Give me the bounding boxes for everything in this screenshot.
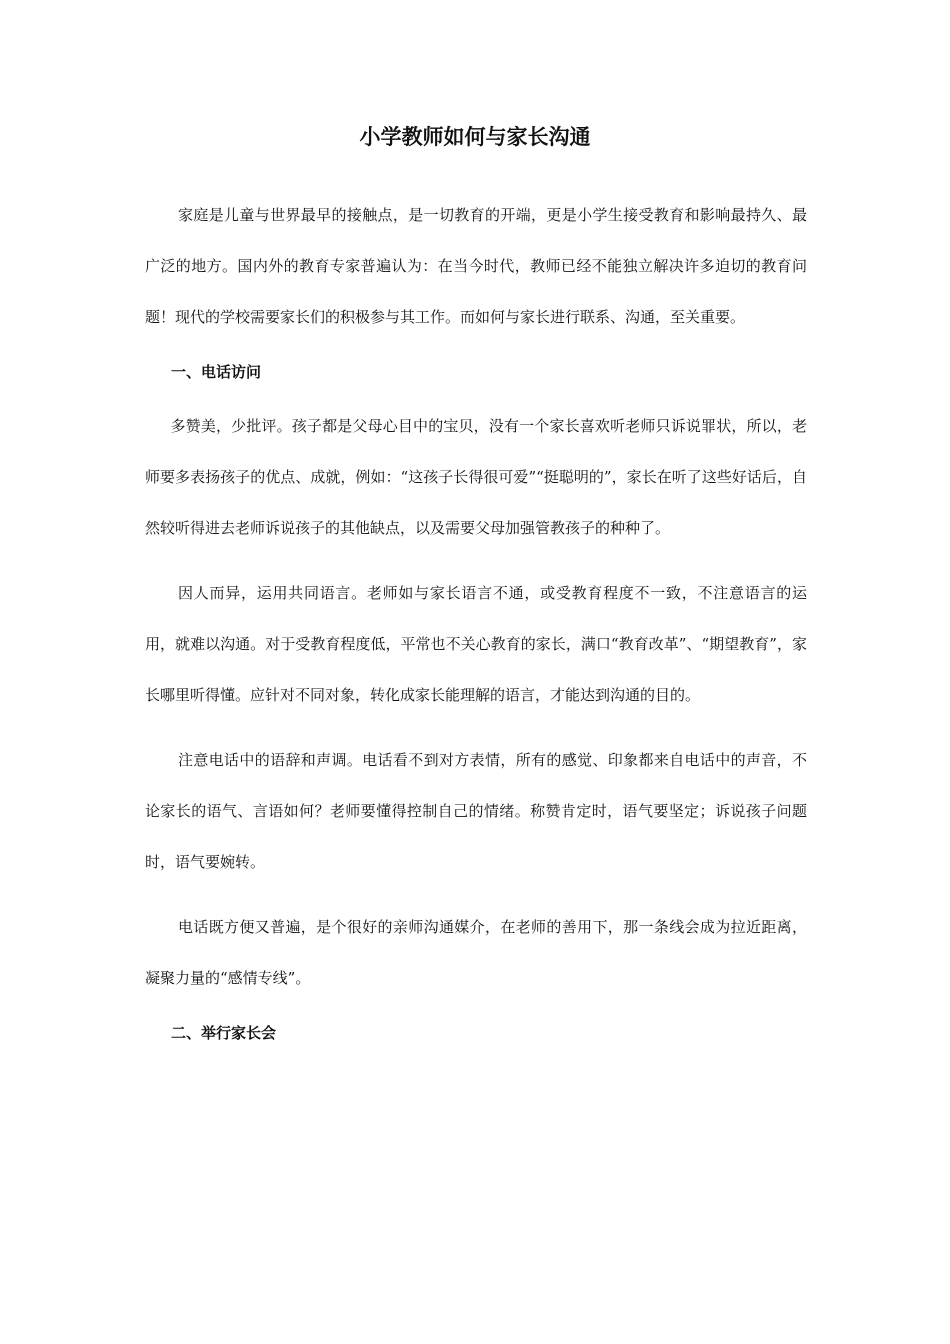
document-body xyxy=(145,190,807,1048)
paragraph: 多赞美，少批评。孩子都是父母心目中的宝贝，没有一个家长喜欢听老师只诉说罪状，所以，老师要多表扬孩子的优点、成就，例如：“这孩子长得很可爱”“挺聪明的”，家长在听了这些好话后，自然较听得进去老师诉说孩子的其他缺点，以及需要父母加强管教孩子的种种了。 xyxy=(145,417,807,537)
section-heading-parent-meeting: 二、举行家长会 xyxy=(171,1024,277,1042)
paragraph: 因人而异，运用共同语言。老师如与家长语言不通，或受教育程度不一致，不注意语言的运用，就难以沟通。对于受教育程度低，平常也不关心教育的家长，满口“教育改革”、“期望教育”，家长哪里听得懂。应针对不同对象，转化成家长能理解的语言，才能达到沟通的目的。 xyxy=(145,584,807,704)
document-title: 小学教师如何与家长沟通 xyxy=(359,124,591,149)
intro-paragraph: 家庭是儿童与世界最早的接触点，是一切教育的开端，更是小学生接受教育和影响最持久、最广泛的地方。国内外的教育专家普遍认为：在当今时代，教师已经不能独立解决许多迫切的教育问题！现代的学校需要家长们的积极参与其工作。而如何与家长进行联系、沟通，至关重要。 xyxy=(145,206,807,326)
paragraph: 注意电话中的语辞和声调。电话看不到对方表情，所有的感觉、印象都来自电话中的声音，不论家长的语气、言语如何？老师要懂得控制自己的情绪。称赞肯定时，语气要坚定；诉说孩子问题时，语气要婉转。 xyxy=(145,751,807,871)
section-heading-phone-visit: 一、电话访问 xyxy=(171,363,262,381)
paragraph: 电话既方便又普遍，是个很好的亲师沟通媒介，在老师的善用下，那一条线会成为拉近距离，凝聚力量的“感情专线”。 xyxy=(145,918,807,987)
